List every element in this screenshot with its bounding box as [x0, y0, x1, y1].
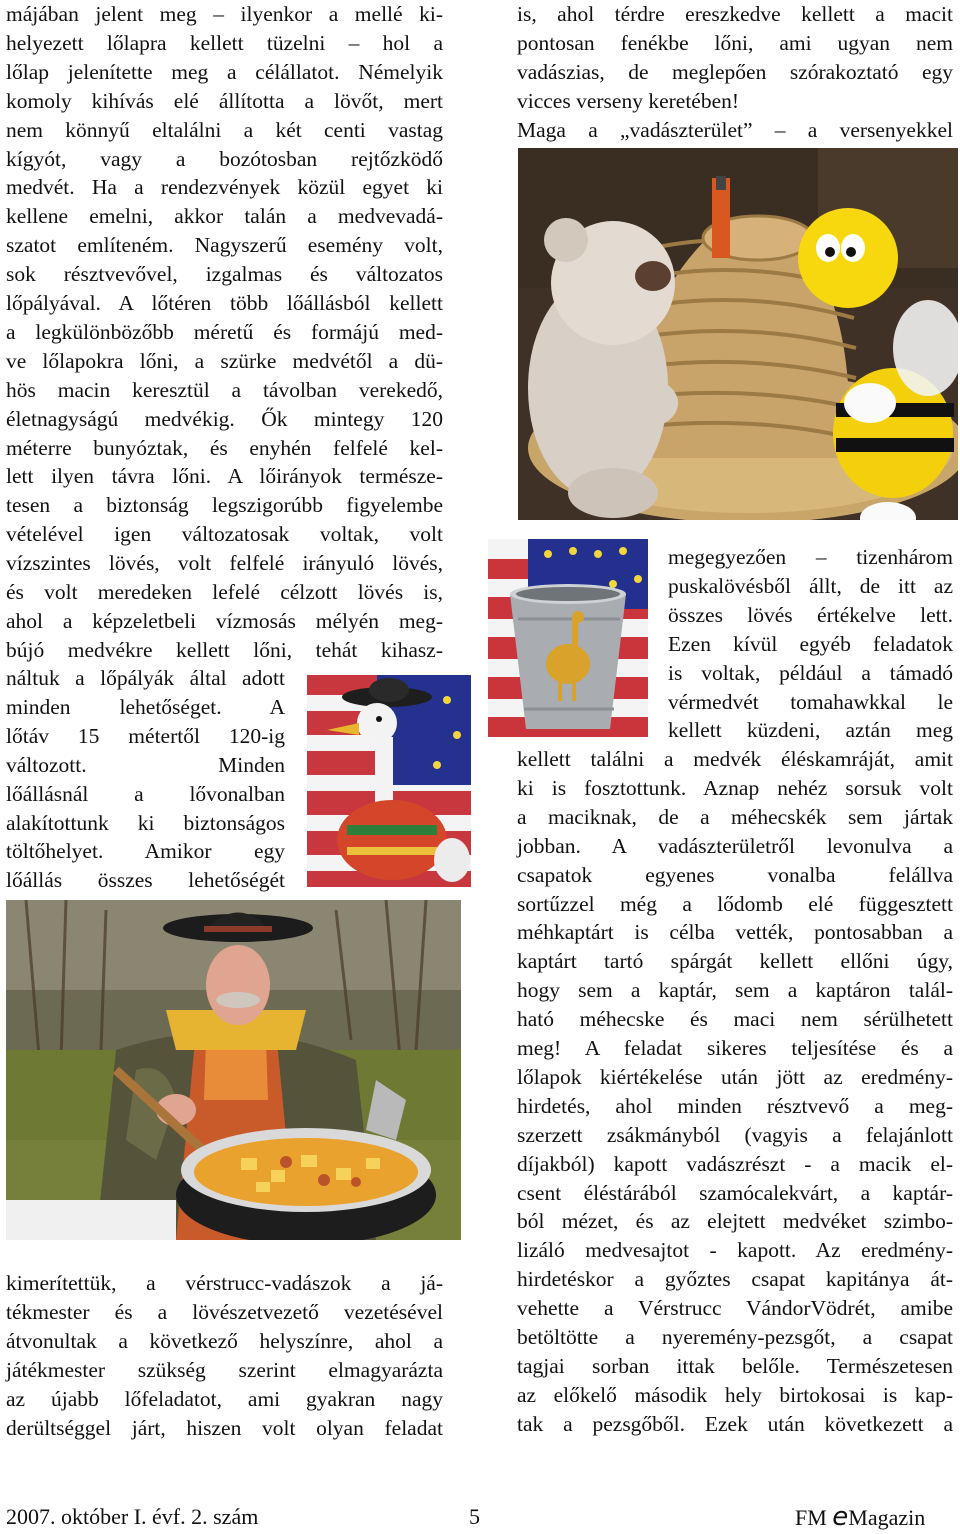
text-line: puskalövésből állt, de itt az	[668, 573, 953, 598]
cook-with-pot-photo	[6, 900, 461, 1240]
text-line: méterre bunyóztak, és enyhén felfelé kel-	[6, 435, 443, 460]
text-line: kaptárt tartó spárgát kellett ellőni úgy,	[517, 949, 953, 974]
text-line: tak a pezsgőből. Ezek után következett a	[517, 1411, 953, 1436]
text-line: a maciknak, de a méhecskék sem jártak	[517, 804, 953, 829]
text-line: minden lehetőséget. A	[6, 694, 285, 719]
text-line: komoly kihívás elé állította a lövőt, mert	[6, 88, 443, 113]
text-line: az újabb lőfeladatot, ami gyakran nagy	[6, 1386, 443, 1411]
footer-magazine-title	[795, 1503, 925, 1532]
text-line: és volt meredeken lefelé célzott lövés is,	[6, 580, 443, 604]
text-line: hogy sem a kaptár, sem a kaptáron talál-	[517, 978, 953, 1003]
text-line: hirdetéskor a győztes csapat kapitánya át-	[517, 1267, 953, 1292]
text-line: májában jelent meg – ilyenkor a mellé ki-	[6, 2, 443, 26]
text-line: pontosan fenékbe lőni, ami ugyan nem	[517, 30, 953, 55]
text-line: náltuk a lőpályák által adott	[6, 666, 285, 690]
text-line: lőlapok kiértékelése után jött az eredmény-	[517, 1064, 953, 1089]
text-line: ahol a képzeletbeli vízmosás mélyén meg-	[6, 608, 443, 633]
text-line: vízszintes lövés, volt felfelé irányuló lövés,	[6, 551, 443, 576]
text-line: is voltak, például a támadó	[668, 660, 953, 685]
tin-bucket-photo	[488, 539, 648, 737]
text-line: ki is fosztottunk. Aznap nehéz sorsuk volt	[517, 775, 953, 800]
text-line: ve lőlapokra lőni, a szürke medvétől a dü-	[6, 348, 443, 373]
ostrich-toy-photo	[307, 675, 471, 887]
text-line: meg! A feladat sikeres teljesítése és a	[517, 1036, 953, 1060]
text-line: betöltötte a nyeremény-pezsgőt, a csapat	[517, 1325, 953, 1349]
text-line: tesen a biztonság legszigorúbb figyelembe	[6, 493, 443, 518]
footer-issue-date: 2007. október I. évf. 2. szám	[6, 1504, 259, 1529]
text-line: alakítottunk ki biztonságos	[6, 810, 285, 835]
text-line: átvonultak a következő helyszínre, ahol a	[6, 1328, 443, 1353]
text-line: Ezen kívül egyéb feladatok	[668, 631, 953, 656]
text-line: játékmester szükség szerint elmagyarázta	[6, 1357, 443, 1382]
text-line: megegyezően – tizenhárom	[668, 545, 953, 569]
text-line: jobban. A vadászterületről levonulva a	[517, 833, 953, 858]
text-line: derültséggel járt, hiszen volt olyan feladat	[6, 1415, 443, 1440]
text-line: a legkülönbözőbb méretű és formájú med-	[6, 319, 443, 344]
text-line: is, ahol térdre ereszkedve kellett a macit	[517, 2, 953, 26]
text-line: lizáló medvesajtot - kapott. Az eredmény-	[517, 1238, 953, 1263]
footer-page-number: 5	[469, 1504, 480, 1529]
text-line: szerzett zsákmányból (vagyis a felajánlott	[517, 1122, 953, 1147]
text-line: csapatok egyenes vonalba felállva	[517, 862, 953, 887]
text-line: kellene emelni, akkor talán a medvevadá-	[6, 204, 443, 229]
text-line: vicces verseny keretében!	[517, 88, 740, 113]
magazine-prefix: FM	[795, 1505, 833, 1530]
text-line: kellett küzdeni, aztán meg	[668, 718, 953, 743]
text-line: összes lövés értékelve lett.	[668, 602, 953, 627]
text-line: vételével igen változatosak voltak, volt	[6, 522, 443, 547]
text-line: helyezett lőlapra kellett tüzelni – hol a	[6, 30, 443, 55]
text-line: vérmedvét tomahawkkal le	[668, 689, 953, 714]
magazine-e-letter: e	[832, 1502, 849, 1532]
text-line: bújó medvékre kellett lőni, tehát kihasz-	[6, 637, 443, 662]
text-line: kimerítettük, a vérstrucc-vadászok a já-	[6, 1271, 443, 1295]
text-line: kellett találni a medvék éléskamráját, amit	[517, 747, 953, 771]
magazine-suffix: Magazin	[848, 1505, 926, 1530]
text-line: töltőhelyet. Amikor egy	[6, 839, 285, 864]
text-line: hirdetés, ahol minden résztvevő a meg-	[517, 1093, 953, 1118]
text-line: lőpályával. A lőtéren több lőállásból kellett	[6, 291, 443, 315]
text-line: medvét. Ha a rendezvények közül egyet ki	[6, 175, 443, 200]
text-line: lőtáv 15 métertől 120-ig	[6, 723, 285, 748]
text-line: nem könnyű eltalálni a két centi vastag	[6, 117, 443, 142]
text-line: tagjai sorban ittak belőle. Természetesen	[517, 1353, 953, 1378]
text-line: lőlap jelenítette meg a célállatot. Némelyik	[6, 59, 443, 84]
text-line: lett ilyen távra lőni. A lőirányok természe-	[6, 464, 443, 489]
text-line: díjakból) kapott vadászrészt - a macik el-	[517, 1151, 953, 1176]
text-line: sok résztvevővel, izgalmas és változatos	[6, 262, 443, 287]
text-line: hös macin keresztül a távolban verekedő,	[6, 377, 443, 402]
text-line: lőállásnál a lővonalban	[6, 781, 285, 806]
cooking-pot	[176, 1128, 436, 1240]
text-line: csent éléstárából szamócalekvárt, a kaptár-	[517, 1180, 953, 1205]
beehive-teddy-bee-photo	[518, 148, 958, 520]
text-line: sortűzzel még a lődomb elé függesztett	[517, 891, 953, 916]
text-line: tékmester és a lövészetvezető vezetésével	[6, 1299, 443, 1324]
text-line: vehette a Vérstrucc VándorVödrét, amibe	[517, 1296, 953, 1321]
text-line: lőállás összes lehetőségét	[6, 868, 285, 893]
text-line: szatot említeném. Nagyszerű esemény volt,	[6, 233, 443, 258]
text-line: Maga a „vadászterület” – a versenyekkel	[517, 117, 953, 142]
text-line: kígyót, vagy a bozótosban rejtőzködő	[6, 146, 443, 171]
text-line: méhkaptárt is célba vették, pontosabban a	[517, 920, 953, 945]
text-line: ható méhecske és maci nem sérülhetett	[517, 1007, 953, 1032]
text-line: változott. Minden	[6, 752, 285, 777]
text-line: életnagyságú medvékig. Ők mintegy 120	[6, 406, 443, 431]
text-line: ból mézet, és az elejtett medvéket szimbo-	[517, 1209, 953, 1234]
text-line: vadászias, de meglepően szórakoztató egy	[517, 59, 953, 84]
text-line: az előkelő második hely birtokosai is kap-	[517, 1382, 953, 1407]
